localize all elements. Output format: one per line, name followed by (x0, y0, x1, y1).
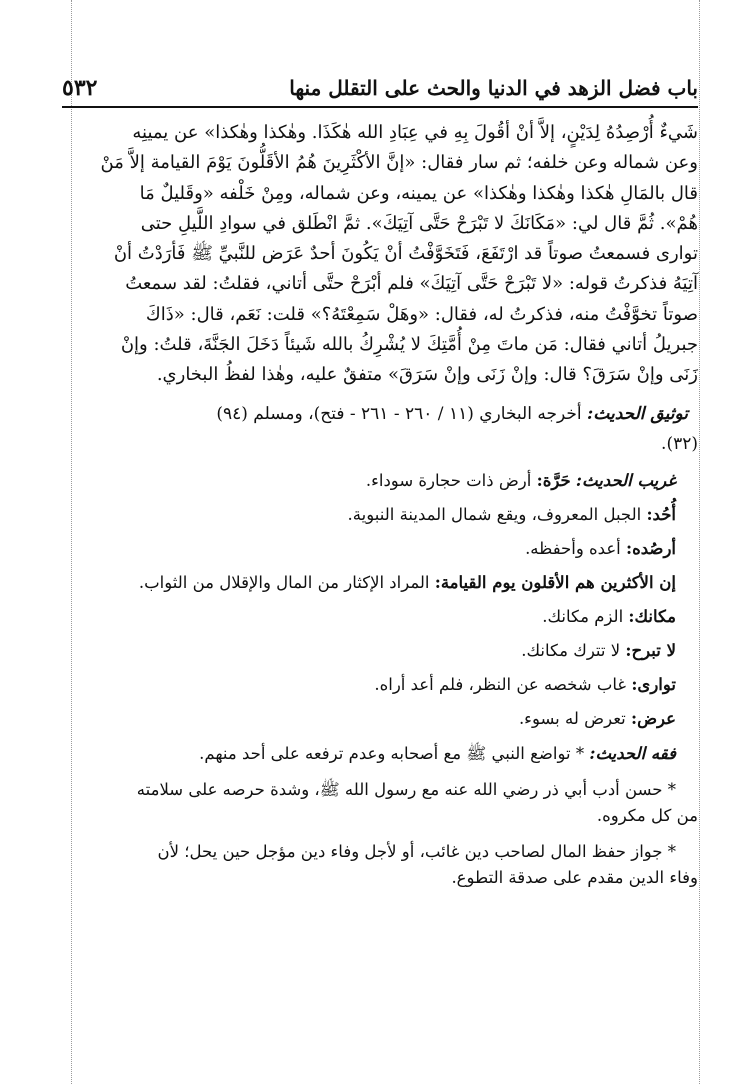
glossary-definition: تعرض له بسوء. (518, 708, 626, 728)
glossary-definition: لا تترك مكانك. (521, 640, 621, 660)
glossary-term: أرصُده: (626, 538, 676, 558)
hadith-line: جبريلُ أتاني فقال: مَن ماتَ مِنْ أُمَّتِكَ لا يُشْرِكُ بالله شَيئاً دَخَلَ الجَنَّةَ، قلتُ: وإنْ (120, 334, 698, 356)
glossary-term: إن الأكثرين هم الأقلون يوم القيامة: (434, 572, 676, 592)
glossary-term: أُحُد: (646, 504, 676, 524)
glossary-definition: الزم مكانك. (542, 606, 624, 626)
jurisprudence-item (62, 741, 676, 767)
jurisprudence-point-continued: وفاء الدين مقدم على صدقة التطوع. (451, 867, 698, 887)
glossary-term: عرض: (631, 708, 676, 728)
glossary-term: مكانك: (628, 606, 676, 626)
glossary-definition: الجبل المعروف، ويقع شمال المدينة النبوية. (347, 504, 642, 524)
glossary-item (62, 571, 676, 594)
glossary-definition: المراد الإكثار من المال والإقلال من الثواب. (138, 572, 430, 592)
hadith-line: آتِيَهُ فذكرتُ قوله: «لا تَبْرَحْ حَتَّى آتِيَكَ» فلم أبْرَحْ حتَّى أتاني، فقلتُ: لقد سمعتُ (125, 273, 698, 295)
hadith-line: شَيءٌ أُرْصِدُهُ لِدَيْنٍ، إلاَّ أنْ أقُولَ بِهِ في عِبَادِ الله هٰكَذَا. وهٰكذا وهٰكذا» عن يمينِه (132, 122, 698, 143)
verification-label: توثيق الحديث: (587, 403, 688, 424)
jurisprudence-item (62, 777, 698, 829)
glossary-item (62, 673, 676, 696)
verification-line-end: (٣٢). (661, 433, 698, 454)
glossary-item (62, 707, 676, 730)
glossary-item (62, 605, 676, 628)
running-header (62, 74, 698, 108)
glossary-item (62, 469, 676, 492)
margin-guide-right (699, 0, 700, 1084)
page-number: ٥٣٢ (62, 75, 98, 101)
glossary-item (62, 503, 676, 526)
hadith-line: وعن شماله وعن خلفه؛ ثم سار فقال: «إنَّ الأكْثَرِينَ هُمُ الأقَلُّونَ يَوْمَ القيامة إلاَّ مَنْ (100, 152, 698, 174)
jurisprudence-item (62, 839, 698, 891)
hadith-line: صوتاً تخوَّفْتُ منه، فذكرتُ له، فقال: «وهَلْ سَمِعْتَهُ؟» قلت: نَعَم، قال: «ذَاكَ (145, 303, 698, 325)
hadith-verification (62, 399, 698, 459)
glossary-definition: أرض ذات حجارة سوداء. (365, 470, 532, 490)
jurisprudence-point: * جواز حفظ المال لصاحب دين غائب، أو لأجل وفاء دين مؤجل حين يحل؛ لأن (157, 841, 676, 861)
jurisprudence-point-continued: من كل مكروه. (596, 805, 698, 825)
verification-source: أخرجه البخاري (١١ / ٢٦٠ - ٢٦١ - فتح)، ومسلم (٩٤) (216, 403, 582, 424)
hadith-line: توارى فسمعتُ صوتاً قد ارْتَفَعَ، فَتَخَوَّفْتُ أنْ يَكُونَ أحدٌ عَرَض للنَّبيِّ ﷺ فَأرَدْتُ أنْ (113, 243, 698, 265)
glossary-term: حَرَّة: (536, 470, 571, 490)
glossary-item (62, 537, 676, 560)
hadith-line: هُمْ». ثُمَّ قال لي: «مَكَانَكَ لا تَبْرَحْ حَتَّى آتِيَكَ». ثمَّ انْطَلق في سوادِ اللَّيلِ حتى (140, 212, 698, 234)
glossary (62, 469, 698, 730)
hadith-jurisprudence (62, 741, 698, 891)
verification-line (62, 399, 688, 429)
glossary-term: لا تبرح: (625, 640, 676, 660)
jurisprudence-point: * تواضع النبي ﷺ مع أصحابه وعدم ترفعه على أحد منهم. (199, 743, 585, 763)
jurisprudence-point: * حسن أدب أبي ذر رضي الله عنه مع رسول الله ﷺ، وشدة حرصه على سلامته (136, 779, 676, 799)
hadith-line: قال بالمَالِ هٰكذا وهٰكذا وهٰكذا» عن يمينه، وعن شماله، ومِنْ خَلْفه «وقَليلٌ مَا (139, 182, 698, 204)
glossary-item (62, 639, 676, 662)
glossary-definition: غاب شخصه عن النظر، فلم أعد أراه. (374, 674, 627, 694)
jurisprudence-label: فقه الحديث: (589, 743, 676, 763)
chapter-title: باب فضل الزهد في الدنيا والحث على التقلل منها (289, 76, 698, 100)
hadith-line: زَنَى وإنْ سَرَقَ؟ قال: وإنْ زَنَى وإنْ سَرَقَ» متفقٌ عليه، وهٰذا لفظُ البخاري. (156, 364, 698, 386)
glossary-label: غريب الحديث: (575, 470, 676, 490)
hadith-text (62, 118, 698, 391)
glossary-term: توارى: (631, 674, 676, 694)
book-page (62, 74, 698, 901)
glossary-definition: أعده وأحفظه. (525, 538, 621, 558)
